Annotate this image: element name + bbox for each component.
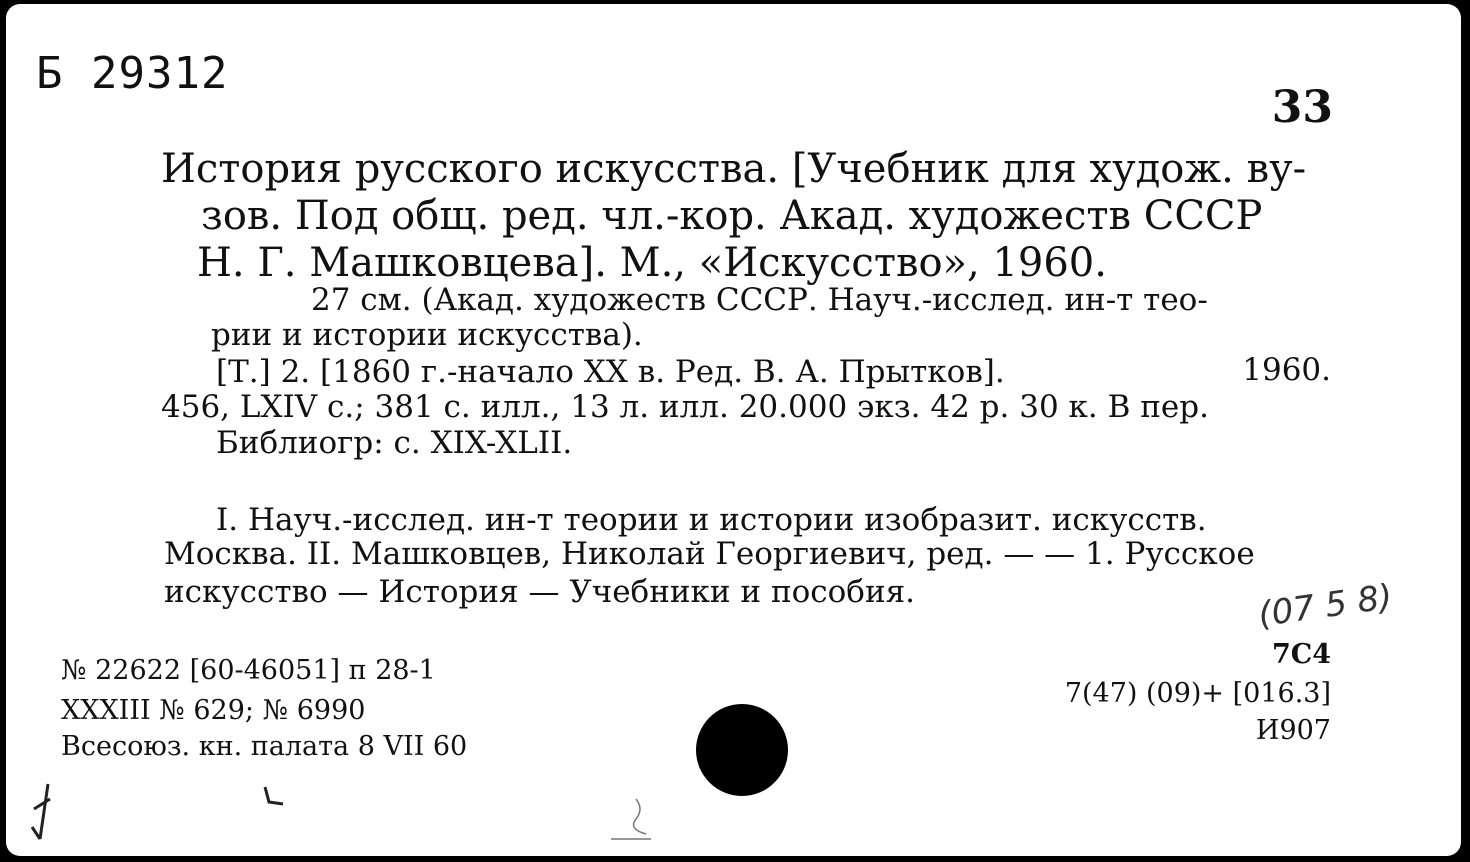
page-number: 33 [1271, 82, 1333, 133]
title-line-3: Н. Г. Машковцева]. М., «Искусство», 1960. [197, 240, 1107, 286]
description-year: 1960. [1242, 352, 1331, 388]
classification-line-2: 7(47) (09)+ [016.3] [1064, 678, 1331, 709]
subject-line-2: Москва. II. Машковцев, Николай Георгиевич, ред. — — 1. Русское [164, 536, 1255, 572]
title-line-1: История русского искусства. [Учебник для худож. ву- [161, 146, 1307, 192]
subject-line-3: искусство — История — Учебники и пособия. [164, 574, 916, 610]
faint-mark-icon [606, 794, 666, 844]
footer-line-1: № 22622 [60-46051] п 28-1 [61, 655, 436, 686]
description-line-3: [Т.] 2. [1860 г.-начало XX в. Ред. В. А. Прытков]. [216, 354, 1005, 390]
classification-line-3: И907 [1255, 715, 1331, 746]
classification-line-1: 7С4 [1271, 639, 1331, 670]
catalog-card [6, 4, 1461, 856]
description-line-4: 456, LXIV с.; 381 с. илл., 13 л. илл. 20.000 экз. 42 р. 30 к. В пер. [161, 389, 1209, 425]
footer-line-2: XXXIII № 629; № 6990 [61, 695, 366, 726]
punch-hole [696, 704, 788, 796]
bibliography-line: Библиогр: с. XIX-XLII. [216, 425, 573, 461]
footer-line-3: Всесоюз. кн. палата 8 VII 60 [61, 731, 468, 762]
description-line-2: рии и истории искусства). [211, 317, 643, 353]
title-block [161, 146, 1341, 287]
description-line-1: 27 см. (Акад. художеств СССР. Науч.-исслед. ин-т тео- [311, 282, 1208, 318]
title-line-2: зов. Под общ. ред. чл.-кор. Акад. художеств СССР [201, 193, 1263, 239]
inventory-number: Б 29312 [36, 48, 229, 99]
subject-line-1: I. Науч.-исслед. ин-т теории и истории изобразит. искусств. [216, 502, 1207, 538]
tick-mark-icon [261, 784, 291, 809]
handwritten-note: (07 5 8) [1256, 576, 1396, 636]
pencil-mark-icon [26, 779, 66, 849]
